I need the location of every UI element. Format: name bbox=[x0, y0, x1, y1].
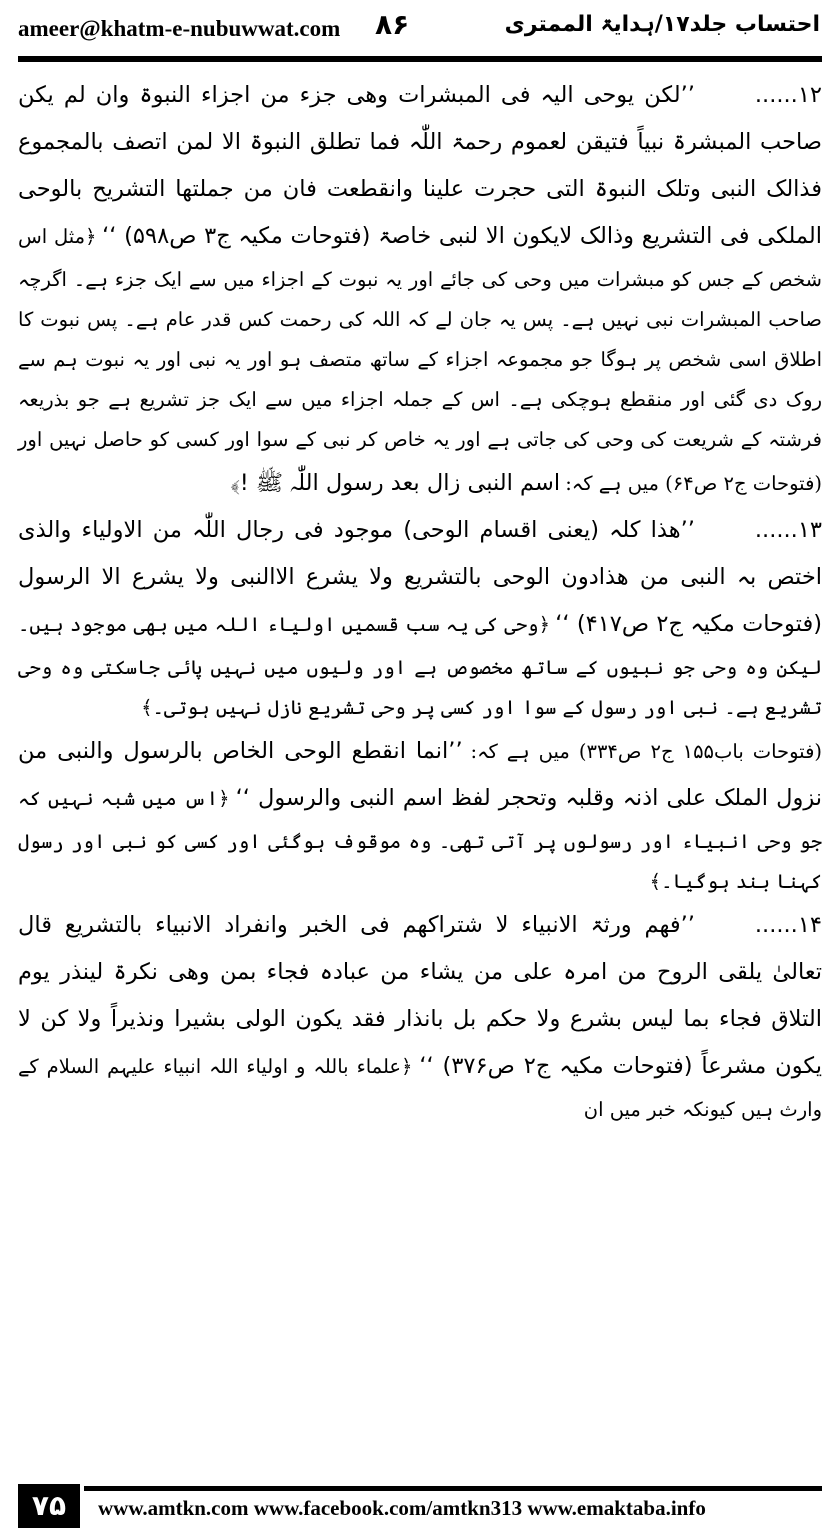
page-footer bbox=[18, 1484, 822, 1532]
paragraph-14 bbox=[18, 902, 822, 1130]
paragraph-number: ۱۳...... bbox=[754, 517, 822, 543]
footer-page-box: ۷۵ bbox=[18, 1484, 80, 1528]
urdu-translation: ﴿اس میں شبہ نہیں کہ جو وحی انبیاء اور رسولوں پر آتی تھی۔ وہ موقوف ہوگئی اور کسی کو نبی اور رسول کہنا بند ہوگیا۔﴾ bbox=[18, 787, 822, 893]
header-email: ameer@khatm-e-nubuwwat.com bbox=[18, 16, 341, 41]
arabic-closing: اسم النبی زال بعد رسول اللّٰہ ﷺ !﴾ bbox=[230, 470, 561, 496]
reference-intro: (فتوحات باب۱۵۵ ج۲ ص۳۳۴) میں ہے کہ: bbox=[470, 740, 822, 763]
arabic-quote: ’’ھذا کلہ (یعنی اقسام الوحی) موجود فی رجال اللّٰہ من الاولیاء والذی اختص بہ النبی من ھذادون الوحی بالتشریع ولا یشرع الاالنبی ولا یشرع الا الرسول (فتوحات مکیہ ج۲ ص۴۱۷) ‘‘ bbox=[18, 517, 822, 637]
paragraph-futuhat bbox=[18, 728, 822, 902]
arabic-quote: ’’لکن یوحی الیہ فی المبشرات وھی جزء من اجزاء النبوۃ وان لم یکن صاحب المبشرۃ نبیاً فتیقن لعموم رحمۃ اللّٰہ فما تطلق النبوۃ الا لمن اتصف بالمجموع فذالک النبی وتلک النبوۃ التی حجرت علینا وانقطعت فان من جملتھا التشریح بالوحی الملکی فی التشریع وذالک لایکون الا لنبی خاصۃ (فتوحات مکیہ ج۳ ص۵۹۸) ‘‘ bbox=[18, 82, 823, 249]
page-body bbox=[18, 72, 822, 1470]
arabic-quote: ’’انما انقطع الوحی الخاص بالرسول والنبی من نزول الملک علی اذنہ وقلبہ وتحجر لفظ اسم النبی والرسول ‘‘ bbox=[18, 738, 822, 811]
urdu-translation: ﴿مثل اس شخص کے جس کو مبشرات میں وحی کی جائے اور یہ نبوت کے اجزاء میں سے ایک جزء ہے۔ اگرچہ صاحب المبشرات نبی نہیں ہے۔ پس یہ جان لے کہ اللہ کی رحمت کس قدر عام ہے۔ پس نبوت کا اطلاق اسی شخص پر ہوگا جو مجموعہ اجزاء کے ساتھ متصف ہو اور یہ نبی اور یہ نبوت ہم سے روک دی گئی اور منقطع ہوچکی ہے۔ اس کے جملہ اجزاء میں سے ایک جز تشریع ہے جو بذریعہ فرشتہ کے شریعت کی وحی کی جاتی ہے اور یہ خاص کر نبی کے سوا اور کسی کو حاصل نہیں اور (فتوحات ج۲ ص۶۴) میں ہے کہ: bbox=[18, 225, 822, 495]
urdu-translation: ﴿علماء باللہ و اولیاء اللہ انبیاء علیہم السلام کے وارث ہیں کیونکہ خبر میں ان bbox=[18, 1055, 822, 1121]
header-rule bbox=[18, 56, 822, 62]
header-book-title: احتساب جلد۱۷/ہدایۃ الممتری bbox=[504, 12, 820, 37]
paragraph-12 bbox=[18, 72, 822, 507]
footer-links: www.amtkn.com www.facebook.com/amtkn313 www.emaktaba.info bbox=[98, 1496, 706, 1520]
page-header bbox=[0, 0, 840, 58]
paragraph-13 bbox=[18, 507, 822, 728]
paragraph-number: ۱۲...... bbox=[754, 82, 822, 108]
arabic-quote: ’’فھم ورثۃ الانبیاء لا شتراکھم فی الخبر وانفراد الانبیاء بالتشریع قال تعالیٰ یلقی الروح من امرہ علی من یشاء من عبادہ فجاء بمن وھی نکرۃ لینذر یوم التلاق فجاء بما لیس بشرع ولا حکم بل بانذار فقد یکون الولی بشیرا ونذیراً ولا کن لا یکون مشرعاً (فتوحات مکیہ ج۲ ص۳۷۶) ‘‘ bbox=[18, 912, 823, 1079]
paragraph-number: ۱۴...... bbox=[754, 912, 822, 938]
urdu-translation: ﴿وحی کی یہ سب قسمیں اولیاء اللہ میں بھی موجود ہیں۔ لیکن وہ وحی جو نبیوں کے ساتھ مخصوص ہے اور ولیوں میں نہیں پائی جاسکتی وہ وحی تشریع ہے۔ نبی اور رسول کے سوا اور کسی پر وحی تشریع نازل نہیں ہوتی۔﴾ bbox=[18, 613, 822, 719]
footer-rule bbox=[84, 1486, 822, 1491]
header-page-number: ۸۶ bbox=[375, 8, 410, 41]
